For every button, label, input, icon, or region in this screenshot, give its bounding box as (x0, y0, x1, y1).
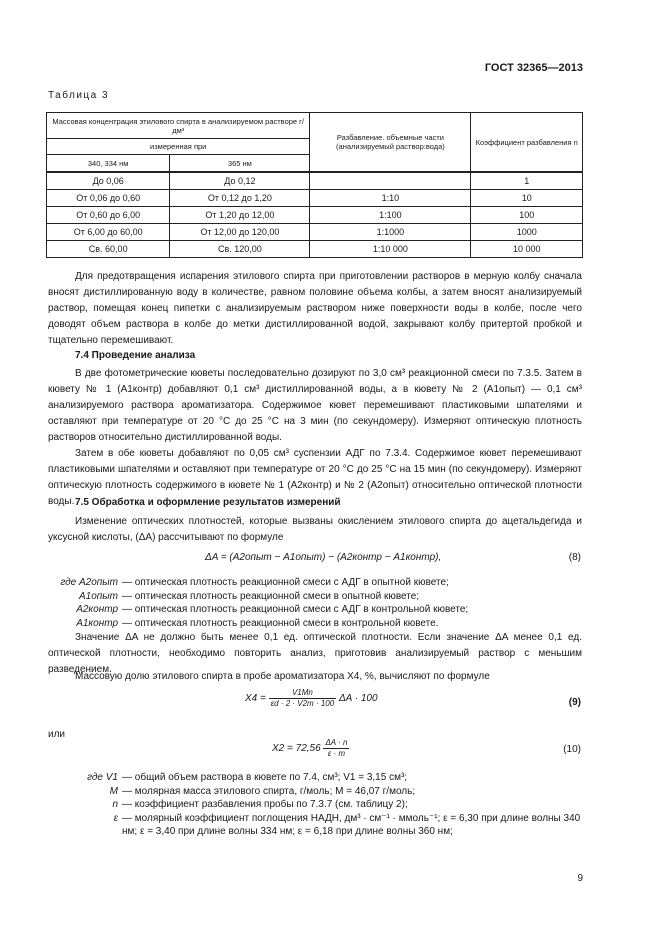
table-cell: До 0,12 (170, 172, 310, 190)
table-cell: 1:10 (310, 190, 471, 207)
header-wavelength-2: 365 нм (170, 155, 310, 173)
definition-row: где A2опыт — оптическая плотность реакционной смеси с АДГ в опытной кювете; (60, 577, 449, 588)
table-cell: 1:10 000 (310, 241, 471, 258)
table-row (47, 190, 583, 207)
table-cell: От 0,06 до 0,60 (47, 190, 170, 207)
formula-10-fraction: $\frac{\Delta A \cdot n}{\varepsilon \cdot m}$ (325, 738, 348, 758)
header-coefficient: Коэффициент разбавления n (471, 113, 583, 173)
definition-row: A1контр — оптическая плотность реакционной смеси в контрольной кювете. (76, 617, 439, 629)
table-row (47, 172, 583, 190)
dilution-table (46, 112, 583, 258)
table-row (47, 241, 583, 258)
header-measured: измеренная при (47, 139, 310, 155)
table-cell: От 1,20 до 12,00 (170, 207, 310, 224)
table-cell: До 0,06 (47, 172, 170, 190)
paragraph-x4-intro: Массовую долю этилового спирта в пробе ароматизатора X4, %, вычисляют по формуле (75, 671, 490, 682)
section-heading-7-5: 7.5 Обработка и оформление результатов измерений (75, 497, 341, 508)
or-word: или (48, 729, 66, 740)
table-cell: От 0,12 до 1,20 (170, 190, 310, 207)
definition-row: M — молярная масса этилового спирта, г/моль; M = 46,07 г/моль; (109, 785, 416, 797)
table-cell: 1000 (471, 224, 583, 241)
definitions-2 (48, 771, 582, 839)
table-cell: 1:100 (310, 207, 471, 224)
formula-10-number: (10) (563, 744, 581, 755)
definition-row: ε — молярный коэффициент поглощения НАДН, дм³ · см⁻¹ · ммоль⁻¹; ε = 6,30 при длине волны 340 нм; ε = 3,40 при длине волны 334 нм; ε = 6,18 при длине волны 360 нм; (113, 812, 581, 837)
table-cell: От 0,60 до 6,00 (47, 207, 170, 224)
formula-8-number: (8) (568, 552, 581, 563)
table-cell: От 6,00 до 60,00 (47, 224, 170, 241)
definitions-1 (48, 576, 582, 630)
definition-row: n — коэффициент разбавления пробы по 7.3.7 (см. таблицу 2); (112, 799, 408, 810)
definition-row: A2контр — оптическая плотность реакционной смеси с АДГ в контрольной кювете; (76, 604, 469, 615)
table-cell (310, 172, 471, 190)
definition-row: где V1 — общий объем раствора в кювете по 7.4, см³; V1 = 3,15 см³; (87, 772, 408, 783)
table-cell: Св. 60,00 (47, 241, 170, 258)
table-row (47, 224, 583, 241)
definition-row: A1опыт — оптическая плотность реакционной смеси в опытной кювете; (79, 590, 420, 602)
section-heading-7-4: 7.4 Проведение анализа (75, 350, 196, 361)
table-caption: Таблица 3 (48, 90, 110, 101)
header-dilution: Разбавление. объемные части (анализируемый раствор:вода) (310, 113, 471, 173)
table-cell: 1 (471, 172, 583, 190)
table-cell: Св. 120,00 (170, 241, 310, 258)
table-cell: От 12,00 до 120,00 (170, 224, 310, 241)
formula-9: X4 = $\frac{V1Mn}{\varepsilon d \cdot 2 \cdot V2m \cdot 100}$ ΔA · 100 (245, 688, 378, 708)
paragraph-procedure: В две фотометрические кюветы последовательно дозируют по 3,0 см³ реакционной смеси по 7.3.5. Затем в кювету № 1 (A1контр) добавляют 0,1 см³ дистиллированной воды, а в кювету № 2 (A1опыт) — 0,1 см³ анализируемого раствора ароматизатора. Содержимое кювет перемешивают пластиковыми шпателями и оставляют при температуре от 20 °С до 25 °С на 3 мин (по секундомеру). Измеряют оптическую плотность растворов относительно дистиллированной воды. Затем в обе кюветы добавляют по 0,05 см³ суспензии АДГ по 7.3.4. Содержимое кювет перемешивают пластиковыми шпателями и оставляют при температуре от 20 °С до 25 °С на 15 мин (по секундомеру). Измеряют оптическую плотность содержимого в кювете № 1 (A2контр) и № 2 (A2опыт) относительно оптической плотности воды. (48, 368, 582, 507)
header-wavelength-1: 340, 334 нм (47, 155, 170, 173)
formula-9-number: (9) (568, 697, 581, 708)
header-concentration: Массовая концентрация этилового спирта в анализируемом растворе г/дм³ (47, 113, 310, 139)
table-cell: 10 000 (471, 241, 583, 258)
formula-9-fraction: $\frac{V1Mn}{\varepsilon d \cdot 2 \cdot V2m \cdot 100}$ (270, 688, 335, 708)
table-cell: 100 (471, 207, 583, 224)
formula-10: X2 = 72,56 $\frac{\Delta A \cdot n}{\varepsilon \cdot m}$ (272, 738, 348, 758)
table-row (47, 207, 583, 224)
table-cell: 1:1000 (310, 224, 471, 241)
paragraph-delta-intro: Изменение оптических плотностей, которые вызваны окислением этилового спирта до ацетальдегида и уксусной кислоты, (ΔA) рассчитывают по формуле (48, 516, 582, 543)
formula-8: ΔA = (A2опыт − A1опыт) − (A2контр − A1контр), (205, 552, 442, 563)
paragraph-delta-check: Значение ΔA не должно быть менее 0,1 ед. оптической плотности. Если значение ΔA менее 0,1 ед. оптической плотности, необходимо повторить анализ, приготовив анализируемый раствор с меньшим разведением. (48, 632, 582, 675)
standard-header: ГОСТ 32365—2013 (484, 62, 583, 74)
table-cell: 10 (471, 190, 583, 207)
paragraph-dilution: Для предотвращения испарения этилового спирта при приготовлении растворов в мерную колбу сначала вносят дистиллированную воду в количестве, равном половине объема колбы, а затем вносят анализируемый раствор, помещая конец пипетки с анализируемым раствором ниже поверхности воды в колбе, после чего доводят объем раствора в колбе до метки дистиллированной водой, закрывают колбу притертой пробкой и тщательно перемешивают. (48, 271, 582, 346)
page-number: 9 (577, 873, 583, 884)
